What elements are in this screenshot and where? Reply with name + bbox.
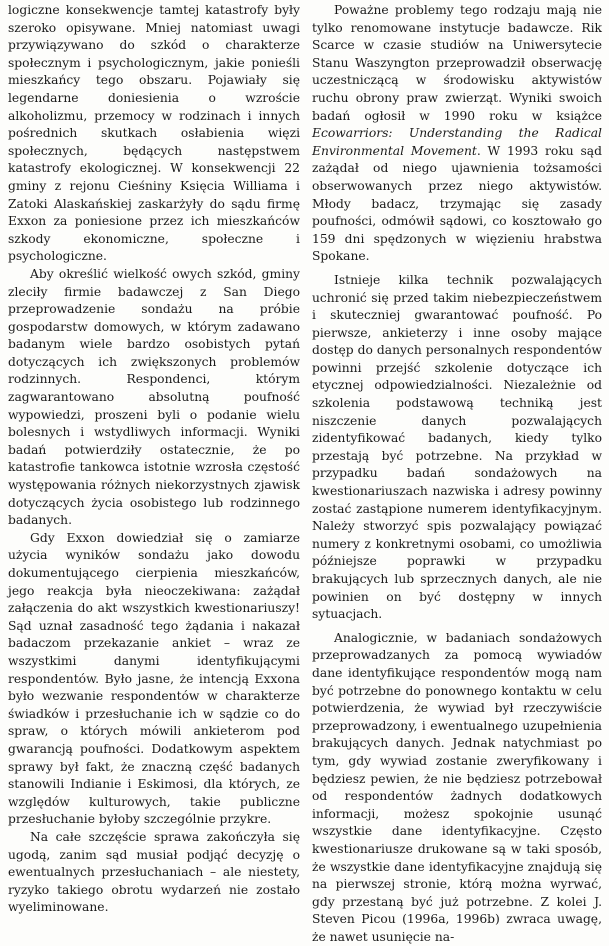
right-paragraph-1 — [312, 2, 602, 266]
left-paragraph-4: Na całe szczęście sprawa zakończyła się ugodą, zanim sąd musiał podjąć decyzję o ewentualnych przesłuchaniach – ale niestety, ryzyko takiego obrotu wydarzeń nie zostało wyeliminowane. — [8, 829, 300, 915]
right-paragraph-2: Istnieje kilka technik pozwalających uchronić się przed takim niebezpieczeństwem i skuteczniej gwarantować poufność. Po pierwsze, ankieterzy i inne osoby mające dostęp do danych personalnych respondentów powinni przejść szkolenie dotyczące ich etycznej odpowiedzialności. Niezależnie od szkolenia podstawową techniką jest niszczenie danych pozwalających zidentyfikować badanych, kiedy tylko przestają być potrzebne. Na przykład w przypadku badań sondażowych na kwestionariuszach nazwiska i adresy powinny zostać zastąpione numerem identyfikacyjnym. Należy stworzyć spis pozwalający powiązać numery z konkretnymi osobami, co umożliwia późniejsze poprawki w przypadku brakujących lub sprzecznych danych, ale nie powinien on być dostępny w innych sytuacjach. — [312, 272, 602, 622]
right-paragraph-3: Analogicznie, w badaniach sondażowych przeprowadzanych za pomocą wywiadów dane identyfikujące respondentów mogą nam być potrzebne do ponownego kontaktu w celu potwierdzenia, że wywiad był rzeczywiście przeprowadzony, i ewentualnego uzupełnienia brakujących danych. Jednak natychmiast po tym, gdy wywiad zostanie zweryfikowany i będziesz pewien, że nie będziesz potrzebował od respondentów żadnych dodatkowych informacji, możesz spokojnie usunąć wszystkie dane identyfikacyjne. Często kwestionariusze drukowane są w taki sposób, że wszystkie dane identyfikacyjne znajdują się na pierwszej stronie, którą można wyrwać, gdy przestaną być już potrzebne. Z kolei J. Steven Picou (1996a, 1996b) zwraca uwagę, że nawet usunięcie na- — [312, 630, 602, 944]
left-paragraph-1: logiczne konsekwencje tamtej katastrofy były szeroko opisywane. Mniej natomiast uwagi przywiązywano do szkód o charakterze społecznym i psychologicznym, jakie ponieśli mieszkańcy tego obszaru. Pojawiały się legendarne doniesienia o wzroście alkoholizmu, przemocy w rodzinach i innych pośrednich skutkach osłabienia więzi społecznych, będących następstwem katastrofy ekologicznej. W konsekwencji 22 gminy z rejonu Cieśniny Księcia Williama i Zatoki Alaskańskiej zaskarżyły do sądu firmę Exxon za poniesione przez ich mieszkańców szkody ekonomiczne, społeczne i psychologiczne. — [8, 3, 300, 264]
book-title: Ecowarriors: Understanding the Radical Environmental Movement — [312, 126, 602, 158]
right-paragraph-1-text-b: . W 1993 roku sąd zażądał od niego ujawnienia tożsamości obserwowanych przez niego aktywistów. Młody badacz, trzymając się zasady poufności, odmówił sądowi, co kosztowało go 159 dni spędzonych w więzieniu hrabstwa Spokane. — [312, 143, 602, 264]
right-paragraph-1-text-a: Poważne problemy tego rodzaju mają nie tylko renomowane instytucje badawcze. Rik Scarce w czasie studiów na Uniwersytecie Stanu Waszyngton przeprowadził obserwację uczestniczącą w środowisku aktywistów ruchu obrony praw zwierząt. Wyniki swoich badań ogłosił w 1990 roku w książce — [312, 3, 602, 123]
left-paragraph-3: Gdy Exxon dowiedział się o zamiarze użycia wyników sondażu jako dowodu dokumentującego cierpienia mieszkańców, jego reakcja była nieoczekiwana: zażądał załączenia do akt wszystkich kwestionariuszy! Sąd uznał zasadność tego żądania i nakazał badaczom przekazanie ankiet – wraz ze wszystkimi danymi identyfikującymi respondentów. Było jasne, że intencją Exxona było wezwanie respondentów w charakterze świadków i przesłuchanie ich w sądzie co do spraw, o których mówili ankieterom pod gwarancją poufności. Dodatkowym aspektem sprawy był fakt, że znaczną część badanych stanowili Indianie i Eskimosi, dla których, ze względów kulturowych, takie publiczne przesłuchanie byłoby szczególnie przykre. — [8, 530, 300, 827]
right-column — [312, 2, 602, 946]
left-column — [8, 2, 300, 917]
left-paragraph-2: Aby określić wielkość owych szkód, gminy zleciły firmie badawczej z San Diego przeprowadzenie sondażu na próbie gospodarstw domowych, w którym zadawano badanym wiele bardzo osobistych pytań dotyczących ich zwiększonych problemów rodzinnych. Respondenci, którym zagwarantowano absolutną poufność wypowiedzi, proszeni byli o podanie wielu bolesnych i wstydliwych informacji. Wyniki badań potwierdziły ostatecznie, że po katastrofie tankowca istotnie wzrosła częstość występowania różnych niekorzystnych zjawisk dotyczących życia osobistego lub rodzinnego badanych. — [8, 266, 300, 528]
